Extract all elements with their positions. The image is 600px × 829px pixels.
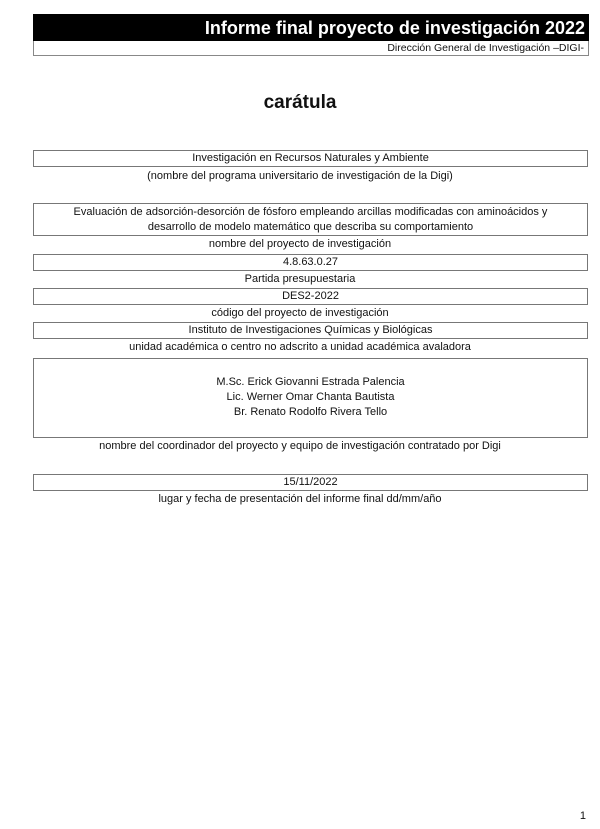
team-member: Lic. Werner Omar Chanta Bautista — [226, 391, 395, 403]
project-name-field — [33, 203, 588, 236]
date-field: 15/11/2022 — [33, 474, 588, 491]
team-member: M.Sc. Erick Giovanni Estrada Palencia — [216, 376, 405, 388]
budget-line-field: 4.8.63.0.27 — [33, 254, 588, 271]
project-name-label: nombre del proyecto de investigación — [208, 238, 392, 250]
report-header-subtitle: Dirección General de Investigación –DIGI- — [33, 41, 589, 56]
project-code-field: DES2-2022 — [33, 288, 588, 305]
academic-unit-field: Instituto de Investigaciones Químicas y Biológicas — [33, 322, 588, 339]
date-label: lugar y fecha de presentación del informe final dd/mm/año — [158, 493, 442, 505]
project-name-line-2: desarrollo de modelo matemático que describa su comportamiento — [147, 221, 474, 233]
project-code-label: código del proyecto de investigación — [211, 307, 389, 319]
team-label: nombre del coordinador del proyecto y equipo de investigación contratado por Digi — [99, 440, 501, 452]
team-member: Br. Renato Rodolfo Rivera Tello — [233, 406, 388, 418]
program-label: (nombre del programa universitario de investigación de la Digi) — [147, 170, 453, 182]
budget-line-label: Partida presupuestaria — [244, 273, 356, 285]
team-field — [33, 358, 588, 438]
report-header-title: Informe final proyecto de investigación 2022 — [33, 14, 589, 41]
academic-unit-label: unidad académica o centro no adscrito a unidad académica avaladora — [129, 341, 471, 353]
program-field: Investigación en Recursos Naturales y Ambiente — [33, 150, 588, 167]
page-title: carátula — [263, 92, 337, 113]
page-number: 1 — [579, 810, 586, 822]
project-name-line-1: Evaluación de adsorción-desorción de fósforo empleando arcillas modificadas con aminoácidos y — [73, 206, 548, 218]
